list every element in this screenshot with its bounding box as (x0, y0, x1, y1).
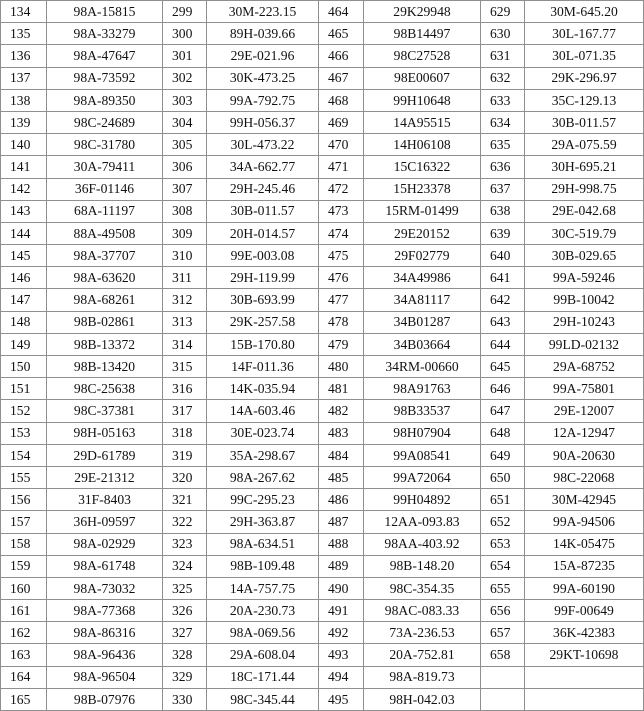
plate-number-cell: 15A-87235 (525, 555, 644, 577)
row-number-cell: 144 (1, 222, 47, 244)
plate-number-cell: 12A-12947 (525, 422, 644, 444)
row-number-cell: 330 (163, 688, 207, 710)
row-number-cell: 491 (319, 600, 364, 622)
plate-number-cell: 36F-01146 (47, 178, 163, 200)
row-number-cell: 480 (319, 356, 364, 378)
plate-number-cell: 30B-029.65 (525, 245, 644, 267)
plate-number-cell: 98AA-403.92 (364, 533, 481, 555)
row-number-cell: 157 (1, 511, 47, 533)
row-number-cell: 657 (481, 622, 525, 644)
row-number-cell: 315 (163, 356, 207, 378)
table-row (1, 222, 644, 244)
plate-number-cell: 99E-003.08 (207, 245, 319, 267)
row-number-cell: 658 (481, 644, 525, 666)
row-number-cell: 485 (319, 466, 364, 488)
plate-number-cell: 98B-148.20 (364, 555, 481, 577)
row-number-cell: 317 (163, 400, 207, 422)
plate-number-cell: 98B-13420 (47, 356, 163, 378)
row-number-cell: 464 (319, 1, 364, 23)
plate-number-cell: 99A08541 (364, 444, 481, 466)
row-number-cell: 328 (163, 644, 207, 666)
table-row (1, 378, 644, 400)
plate-number-cell: 98B-07976 (47, 688, 163, 710)
row-number-cell: 149 (1, 333, 47, 355)
row-number-cell: 473 (319, 200, 364, 222)
row-number-cell: 148 (1, 311, 47, 333)
row-number-cell: 136 (1, 45, 47, 67)
plate-number-cell: 29A-608.04 (207, 644, 319, 666)
table-row (1, 600, 644, 622)
plate-number-cell: 99A72064 (364, 466, 481, 488)
row-number-cell: 304 (163, 111, 207, 133)
plate-number-cell (525, 666, 644, 688)
plate-number-cell: 29K29948 (364, 1, 481, 23)
plate-number-cell: 29H-119.99 (207, 267, 319, 289)
row-number-cell: 641 (481, 267, 525, 289)
plate-number-cell: 30B-693.99 (207, 289, 319, 311)
plate-number-cell: 99H-056.37 (207, 111, 319, 133)
plate-number-cell: 98A-37707 (47, 245, 163, 267)
row-number-cell (481, 688, 525, 710)
plate-number-cell: 30B-011.57 (207, 200, 319, 222)
plate-number-cell: 99C-295.23 (207, 489, 319, 511)
plate-number-cell: 14A-603.46 (207, 400, 319, 422)
row-number-cell: 306 (163, 156, 207, 178)
row-number-cell: 134 (1, 1, 47, 23)
plate-number-cell: 99A-94506 (525, 511, 644, 533)
row-number-cell: 327 (163, 622, 207, 644)
table-row (1, 1, 644, 23)
plate-number-cell: 34A-662.77 (207, 156, 319, 178)
table-row (1, 666, 644, 688)
plate-number-cell: 98A-819.73 (364, 666, 481, 688)
row-number-cell: 324 (163, 555, 207, 577)
row-number-cell: 653 (481, 533, 525, 555)
plate-number-cell: 30H-695.21 (525, 156, 644, 178)
row-number-cell: 316 (163, 378, 207, 400)
row-number-cell: 481 (319, 378, 364, 400)
plate-number-cell: 15C16322 (364, 156, 481, 178)
row-number-cell: 151 (1, 378, 47, 400)
row-number-cell: 652 (481, 511, 525, 533)
plate-number-cell: 30L-071.35 (525, 45, 644, 67)
plate-number-cell: 98A-069.56 (207, 622, 319, 644)
table-row (1, 200, 644, 222)
row-number-cell: 141 (1, 156, 47, 178)
row-number-cell: 145 (1, 245, 47, 267)
row-number-cell: 313 (163, 311, 207, 333)
plate-number-cell: 98A-73032 (47, 577, 163, 599)
plate-number-cell: 36H-09597 (47, 511, 163, 533)
plate-number-cell: 34A81117 (364, 289, 481, 311)
row-number-cell: 153 (1, 422, 47, 444)
plate-number-cell: 34A49986 (364, 267, 481, 289)
row-number-cell: 487 (319, 511, 364, 533)
plate-number-cell: 15RM-01499 (364, 200, 481, 222)
plate-number-cell: 30M-645.20 (525, 1, 644, 23)
row-number-cell: 143 (1, 200, 47, 222)
plate-number-cell: 29E20152 (364, 222, 481, 244)
plate-number-cell: 14A95515 (364, 111, 481, 133)
row-number-cell: 161 (1, 600, 47, 622)
row-number-cell: 646 (481, 378, 525, 400)
row-number-cell: 154 (1, 444, 47, 466)
plate-number-cell (525, 688, 644, 710)
row-number-cell: 469 (319, 111, 364, 133)
plate-number-cell: 98A-86316 (47, 622, 163, 644)
row-number-cell: 477 (319, 289, 364, 311)
row-number-cell: 470 (319, 134, 364, 156)
plate-number-cell: 29E-21312 (47, 466, 163, 488)
plate-number-cell: 20A-752.81 (364, 644, 481, 666)
row-number-cell: 156 (1, 489, 47, 511)
plate-number-cell: 14A-757.75 (207, 577, 319, 599)
row-number-cell: 643 (481, 311, 525, 333)
plate-number-cell: 98B-13372 (47, 333, 163, 355)
row-number-cell: 142 (1, 178, 47, 200)
plate-number-cell: 30M-42945 (525, 489, 644, 511)
plate-number-cell: 29H-998.75 (525, 178, 644, 200)
row-number-cell: 629 (481, 1, 525, 23)
row-number-cell: 320 (163, 466, 207, 488)
table-row (1, 333, 644, 355)
row-number-cell: 488 (319, 533, 364, 555)
plate-number-cell: 98A-68261 (47, 289, 163, 311)
row-number-cell: 163 (1, 644, 47, 666)
row-number-cell: 638 (481, 200, 525, 222)
table-row (1, 422, 644, 444)
plate-number-cell: 29D-61789 (47, 444, 163, 466)
plate-number-cell: 98H-05163 (47, 422, 163, 444)
plate-number-cell: 88A-49508 (47, 222, 163, 244)
plate-number-cell: 98A-634.51 (207, 533, 319, 555)
row-number-cell: 305 (163, 134, 207, 156)
row-number-cell: 636 (481, 156, 525, 178)
plate-number-cell: 98C-22068 (525, 466, 644, 488)
row-number-cell: 314 (163, 333, 207, 355)
table-row (1, 311, 644, 333)
row-number-cell: 632 (481, 67, 525, 89)
row-number-cell: 479 (319, 333, 364, 355)
row-number-cell: 492 (319, 622, 364, 644)
table-row (1, 688, 644, 710)
plate-number-cell: 98A-77368 (47, 600, 163, 622)
table-row (1, 577, 644, 599)
plate-number-cell: 99A-792.75 (207, 89, 319, 111)
plate-number-cell: 18C-171.44 (207, 666, 319, 688)
plate-number-cell: 99F-00649 (525, 600, 644, 622)
row-number-cell: 323 (163, 533, 207, 555)
table-row (1, 178, 644, 200)
table-row (1, 289, 644, 311)
row-number-cell: 476 (319, 267, 364, 289)
table-row (1, 45, 644, 67)
plate-number-cell: 15B-170.80 (207, 333, 319, 355)
row-number-cell: 489 (319, 555, 364, 577)
row-number-cell: 465 (319, 23, 364, 45)
row-number-cell: 158 (1, 533, 47, 555)
plate-number-cell: 98A-73592 (47, 67, 163, 89)
table-row (1, 511, 644, 533)
row-number-cell: 645 (481, 356, 525, 378)
plate-number-cell: 30C-519.79 (525, 222, 644, 244)
plate-number-cell: 30A-79411 (47, 156, 163, 178)
row-number-cell (481, 666, 525, 688)
plate-number-cell: 35A-298.67 (207, 444, 319, 466)
row-number-cell: 321 (163, 489, 207, 511)
plate-number-cell: 98C-31780 (47, 134, 163, 156)
table-row (1, 67, 644, 89)
table-body (1, 1, 644, 711)
row-number-cell: 654 (481, 555, 525, 577)
plate-number-cell: 15H23378 (364, 178, 481, 200)
row-number-cell: 494 (319, 666, 364, 688)
row-number-cell: 309 (163, 222, 207, 244)
row-number-cell: 483 (319, 422, 364, 444)
plate-number-cell: 98H-042.03 (364, 688, 481, 710)
row-number-cell: 490 (319, 577, 364, 599)
plate-number-cell: 98A-33279 (47, 23, 163, 45)
plate-number-cell: 29E-021.96 (207, 45, 319, 67)
plate-number-cell: 29K-257.58 (207, 311, 319, 333)
row-number-cell: 640 (481, 245, 525, 267)
table-row (1, 156, 644, 178)
plate-number-cell: 98C-345.44 (207, 688, 319, 710)
row-number-cell: 162 (1, 622, 47, 644)
plate-number-cell: 99A-59246 (525, 267, 644, 289)
plate-number-cell: 98B-02861 (47, 311, 163, 333)
plate-number-cell: 98AC-083.33 (364, 600, 481, 622)
row-number-cell: 160 (1, 577, 47, 599)
table-row (1, 489, 644, 511)
plate-number-cell: 98A-267.62 (207, 466, 319, 488)
row-number-cell: 138 (1, 89, 47, 111)
plate-number-cell: 98C-25638 (47, 378, 163, 400)
plate-number-cell: 34B03664 (364, 333, 481, 355)
row-number-cell: 329 (163, 666, 207, 688)
row-number-cell: 635 (481, 134, 525, 156)
row-number-cell: 303 (163, 89, 207, 111)
row-number-cell: 647 (481, 400, 525, 422)
plate-number-cell: 99B-10042 (525, 289, 644, 311)
row-number-cell: 484 (319, 444, 364, 466)
plate-number-cell: 30K-473.25 (207, 67, 319, 89)
row-number-cell: 631 (481, 45, 525, 67)
plate-number-cell: 30L-167.77 (525, 23, 644, 45)
row-number-cell: 139 (1, 111, 47, 133)
plate-number-cell: 14K-035.94 (207, 378, 319, 400)
plate-number-cell: 29H-363.87 (207, 511, 319, 533)
row-number-cell: 482 (319, 400, 364, 422)
table-row (1, 400, 644, 422)
row-number-cell: 637 (481, 178, 525, 200)
plate-number-cell: 29E-042.68 (525, 200, 644, 222)
plate-number-cell: 98A91763 (364, 378, 481, 400)
row-number-cell: 642 (481, 289, 525, 311)
plate-number-cell: 98A-96436 (47, 644, 163, 666)
plate-number-cell: 29A-68752 (525, 356, 644, 378)
row-number-cell: 165 (1, 688, 47, 710)
plate-number-cell: 98A-96504 (47, 666, 163, 688)
row-number-cell: 140 (1, 134, 47, 156)
table-row (1, 245, 644, 267)
plate-number-cell: 20H-014.57 (207, 222, 319, 244)
plate-number-cell: 29E-12007 (525, 400, 644, 422)
row-number-cell: 299 (163, 1, 207, 23)
plate-number-cell: 14H06108 (364, 134, 481, 156)
plate-number-cell: 14K-05475 (525, 533, 644, 555)
plate-number-cell: 30E-023.74 (207, 422, 319, 444)
row-number-cell: 630 (481, 23, 525, 45)
row-number-cell: 495 (319, 688, 364, 710)
row-number-cell: 159 (1, 555, 47, 577)
row-number-cell: 325 (163, 577, 207, 599)
plate-number-cell: 30M-223.15 (207, 1, 319, 23)
table-row (1, 267, 644, 289)
row-number-cell: 322 (163, 511, 207, 533)
row-number-cell: 649 (481, 444, 525, 466)
plate-number-cell: 99H04892 (364, 489, 481, 511)
plate-number-cell: 98C-24689 (47, 111, 163, 133)
table-row (1, 444, 644, 466)
row-number-cell: 633 (481, 89, 525, 111)
row-number-cell: 301 (163, 45, 207, 67)
table-row (1, 89, 644, 111)
row-number-cell: 634 (481, 111, 525, 133)
plate-number-cell: 98B33537 (364, 400, 481, 422)
plate-number-cell: 30B-011.57 (525, 111, 644, 133)
row-number-cell: 474 (319, 222, 364, 244)
plate-number-cell: 29KT-10698 (525, 644, 644, 666)
plate-number-cell: 98A-15815 (47, 1, 163, 23)
plate-number-cell: 29A-075.59 (525, 134, 644, 156)
plate-number-cell: 29K-296.97 (525, 67, 644, 89)
table-row (1, 555, 644, 577)
plate-number-cell: 35C-129.13 (525, 89, 644, 111)
row-number-cell: 312 (163, 289, 207, 311)
row-number-cell: 308 (163, 200, 207, 222)
row-number-cell: 467 (319, 67, 364, 89)
table-row (1, 622, 644, 644)
row-number-cell: 150 (1, 356, 47, 378)
table-row (1, 533, 644, 555)
table-row (1, 111, 644, 133)
plate-number-cell: 98B14497 (364, 23, 481, 45)
plate-number-cell: 20A-230.73 (207, 600, 319, 622)
plate-number-cell: 98C27528 (364, 45, 481, 67)
plate-number-cell: 30L-473.22 (207, 134, 319, 156)
plate-number-cell: 34RM-00660 (364, 356, 481, 378)
row-number-cell: 310 (163, 245, 207, 267)
plate-number-cell: 98C-354.35 (364, 577, 481, 599)
row-number-cell: 478 (319, 311, 364, 333)
row-number-cell: 648 (481, 422, 525, 444)
plate-number-cell: 29H-245.46 (207, 178, 319, 200)
plate-number-cell: 68A-11197 (47, 200, 163, 222)
row-number-cell: 656 (481, 600, 525, 622)
plate-number-cell: 36K-42383 (525, 622, 644, 644)
row-number-cell: 326 (163, 600, 207, 622)
row-number-cell: 471 (319, 156, 364, 178)
row-number-cell: 493 (319, 644, 364, 666)
row-number-cell: 155 (1, 466, 47, 488)
row-number-cell: 146 (1, 267, 47, 289)
plate-number-cell: 34B01287 (364, 311, 481, 333)
plate-number-cell: 31F-8403 (47, 489, 163, 511)
plate-number-cell: 98A-47647 (47, 45, 163, 67)
row-number-cell: 164 (1, 666, 47, 688)
plate-number-cell: 98E00607 (364, 67, 481, 89)
table-row (1, 356, 644, 378)
row-number-cell: 639 (481, 222, 525, 244)
plate-number-cell: 29H-10243 (525, 311, 644, 333)
row-number-cell: 655 (481, 577, 525, 599)
row-number-cell: 475 (319, 245, 364, 267)
plate-number-cell: 99H10648 (364, 89, 481, 111)
plate-number-cell: 98A-89350 (47, 89, 163, 111)
row-number-cell: 300 (163, 23, 207, 45)
table-row (1, 644, 644, 666)
plate-number-cell: 89H-039.66 (207, 23, 319, 45)
table-row (1, 23, 644, 45)
plate-number-cell: 99LD-02132 (525, 333, 644, 355)
row-number-cell: 307 (163, 178, 207, 200)
table-row (1, 466, 644, 488)
row-number-cell: 644 (481, 333, 525, 355)
plate-number-cell: 98A-02929 (47, 533, 163, 555)
row-number-cell: 318 (163, 422, 207, 444)
plate-number-cell: 14F-011.36 (207, 356, 319, 378)
row-number-cell: 651 (481, 489, 525, 511)
row-number-cell: 137 (1, 67, 47, 89)
row-number-cell: 468 (319, 89, 364, 111)
plate-number-cell: 98A-63620 (47, 267, 163, 289)
row-number-cell: 311 (163, 267, 207, 289)
row-number-cell: 650 (481, 466, 525, 488)
row-number-cell: 472 (319, 178, 364, 200)
row-number-cell: 486 (319, 489, 364, 511)
plate-number-cell: 98A-61748 (47, 555, 163, 577)
row-number-cell: 147 (1, 289, 47, 311)
plate-number-cell: 99A-75801 (525, 378, 644, 400)
row-number-cell: 302 (163, 67, 207, 89)
plate-number-cell: 99A-60190 (525, 577, 644, 599)
table-row (1, 134, 644, 156)
plate-number-cell: 98B-109.48 (207, 555, 319, 577)
plate-number-cell: 12AA-093.83 (364, 511, 481, 533)
row-number-cell: 319 (163, 444, 207, 466)
plate-number-cell: 73A-236.53 (364, 622, 481, 644)
row-number-cell: 152 (1, 400, 47, 422)
plate-number-cell: 90A-20630 (525, 444, 644, 466)
plate-number-cell: 98H07904 (364, 422, 481, 444)
plate-number-cell: 98C-37381 (47, 400, 163, 422)
row-number-cell: 466 (319, 45, 364, 67)
row-number-cell: 135 (1, 23, 47, 45)
plate-number-cell: 29F02779 (364, 245, 481, 267)
